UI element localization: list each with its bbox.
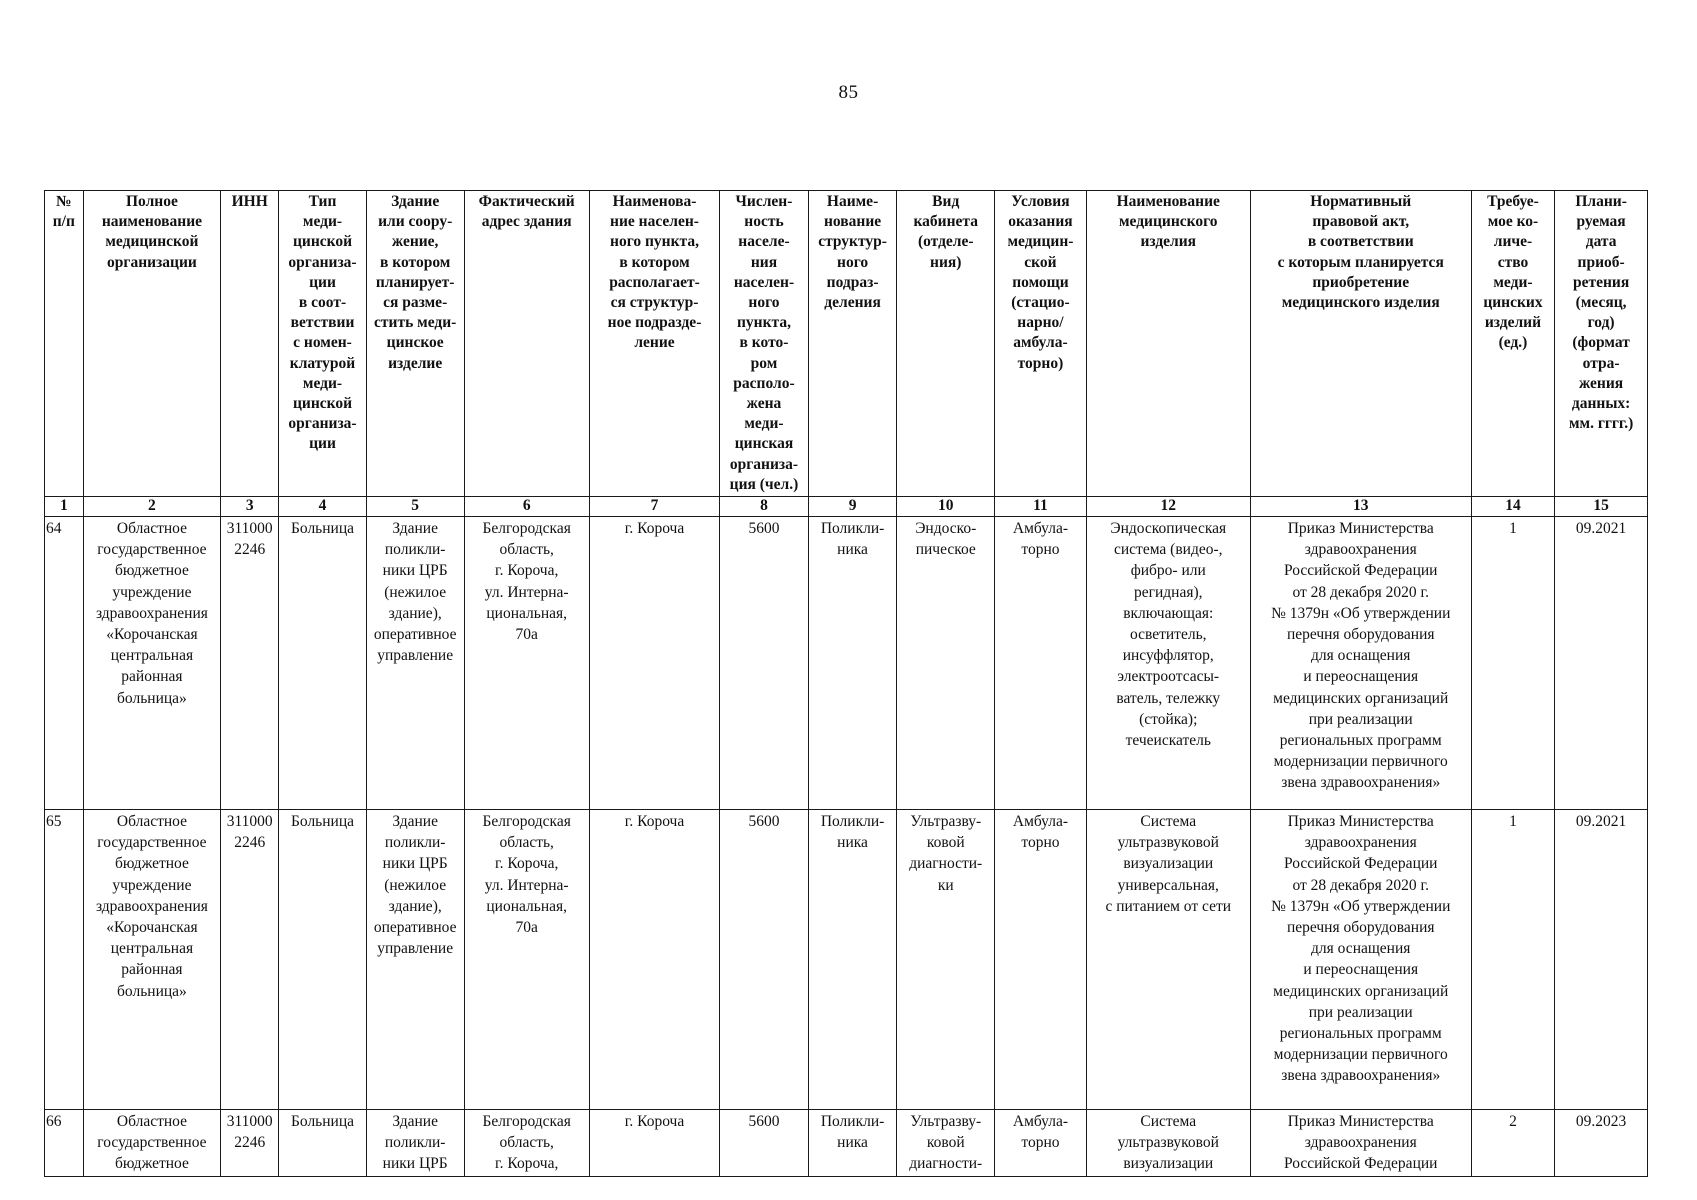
- device-cell: Эндоскопическая система (видео-, фибро- или регидная), включающая: осветитель, инсуффлятор, электроотсасы- ватель, тележку (стойка); течеискатель: [1086, 517, 1250, 810]
- population-cell: 5600: [720, 810, 809, 1110]
- cabinet-cell: Эндоско- пическое: [897, 517, 995, 810]
- column-number: 3: [221, 497, 279, 517]
- header-cell: ИНН: [221, 191, 279, 497]
- conditions-cell: Амбула- торно: [995, 517, 1087, 810]
- column-number: 1: [45, 497, 84, 517]
- quantity-cell: 2: [1471, 1110, 1555, 1177]
- column-number: 6: [464, 497, 589, 517]
- header-cell: Фактический адрес здания: [464, 191, 589, 497]
- locality-cell: г. Короча: [589, 810, 719, 1110]
- quantity-cell: 1: [1471, 517, 1555, 810]
- column-number: 2: [83, 497, 220, 517]
- division-cell: Поликли- ника: [808, 517, 897, 810]
- org-type-cell: Больница: [279, 517, 367, 810]
- equipment-registry-table: [44, 190, 1648, 1177]
- header-cell: Полное наименование медицинской организации: [83, 191, 220, 497]
- header-cell: Условия оказания медицин- ской помощи (стацио- нарно/ амбула- торно): [995, 191, 1087, 497]
- date-cell: 09.2021: [1555, 810, 1648, 1110]
- header-cell: Здание или соору- жение, в котором планирует- ся разме- стить меди- цинское изделие: [366, 191, 464, 497]
- legal-act-cell: Приказ Министерства здравоохранения Российской Федерации от 28 декабря 2020 г. № 1379н «Об утверждении перечня оборудования для оснащения и переоснащения медицинских организаций при реализации региональных программ модернизации первичного звена здравоохранения»: [1250, 810, 1471, 1110]
- table-row: [45, 810, 1648, 1110]
- org-type-cell: Больница: [279, 1110, 367, 1177]
- conditions-cell: Амбула- торно: [995, 1110, 1087, 1177]
- cabinet-cell: Ультразву- ковой диагности- ки: [897, 810, 995, 1110]
- building-cell: Здание поликли- ники ЦРБ (нежилое здание), оперативное управление: [366, 517, 464, 810]
- address-cell: Белгородская область, г. Короча, ул. Интерна- циональная, 70а: [464, 810, 589, 1110]
- inn-cell: 311000 2246: [221, 810, 279, 1110]
- division-cell: Поликли- ника: [808, 1110, 897, 1177]
- page-number: 85: [838, 82, 859, 103]
- org-name-cell: Областное государственное бюджетное учреждение здравоохранения «Корочанская центральная районная больница»: [83, 517, 220, 810]
- device-cell: Система ультразвуковой визуализации: [1086, 1110, 1250, 1177]
- column-number: 8: [720, 497, 809, 517]
- column-number: 7: [589, 497, 719, 517]
- org-name-cell: Областное государственное бюджетное учреждение здравоохранения «Корочанская центральная районная больница»: [83, 810, 220, 1110]
- building-cell: Здание поликли- ники ЦРБ: [366, 1110, 464, 1177]
- building-cell: Здание поликли- ники ЦРБ (нежилое здание), оперативное управление: [366, 810, 464, 1110]
- header-cell: Тип меди- цинской организа- ции в соот- ветствии с номен- клатурой меди- цинской организа- ции: [279, 191, 367, 497]
- table-row: [45, 517, 1648, 810]
- table-header-row: [45, 191, 1648, 497]
- header-cell: Наиме- нование структур- ного подраз- деления: [808, 191, 897, 497]
- header-cell: Нормативный правовой акт, в соответствии с которым планируется приобретение медицинского изделия: [1250, 191, 1471, 497]
- row-number: 66: [45, 1110, 84, 1177]
- column-number-row: [45, 497, 1648, 517]
- column-number: 14: [1471, 497, 1555, 517]
- population-cell: 5600: [720, 517, 809, 810]
- header-cell: Числен- ность населе- ния населен- ного пункта, в кото- ром располо- жена меди- цинская организа- ция (чел.): [720, 191, 809, 497]
- locality-cell: г. Короча: [589, 1110, 719, 1177]
- org-name-cell: Областное государственное бюджетное: [83, 1110, 220, 1177]
- row-number: 65: [45, 810, 84, 1110]
- address-cell: Белгородская область, г. Короча, ул. Интерна- циональная, 70а: [464, 517, 589, 810]
- column-number: 12: [1086, 497, 1250, 517]
- locality-cell: г. Короча: [589, 517, 719, 810]
- table-row: [45, 1110, 1648, 1177]
- legal-act-cell: Приказ Министерства здравоохранения Российской Федерации: [1250, 1110, 1471, 1177]
- column-number: 4: [279, 497, 367, 517]
- header-cell: Плани- руемая дата приоб- ретения (месяц, год) (формат отра- жения данных: мм. гггг.): [1555, 191, 1648, 497]
- population-cell: 5600: [720, 1110, 809, 1177]
- column-number: 9: [808, 497, 897, 517]
- date-cell: 09.2021: [1555, 517, 1648, 810]
- address-cell: Белгородская область, г. Короча,: [464, 1110, 589, 1177]
- header-cell: Вид кабинета (отделе- ния): [897, 191, 995, 497]
- date-cell: 09.2023: [1555, 1110, 1648, 1177]
- quantity-cell: 1: [1471, 810, 1555, 1110]
- conditions-cell: Амбула- торно: [995, 810, 1087, 1110]
- org-type-cell: Больница: [279, 810, 367, 1110]
- column-number: 11: [995, 497, 1087, 517]
- column-number: 10: [897, 497, 995, 517]
- column-number: 15: [1555, 497, 1648, 517]
- header-cell: № п/п: [45, 191, 84, 497]
- cabinet-cell: Ультразву- ковой диагности-: [897, 1110, 995, 1177]
- inn-cell: 311000 2246: [221, 517, 279, 810]
- column-number: 13: [1250, 497, 1471, 517]
- header-cell: Требуе- мое ко- личе- ство меди- цинских изделий (ед.): [1471, 191, 1555, 497]
- header-cell: Наименова- ние населен- ного пункта, в котором располагает- ся структур- ное подразде- ление: [589, 191, 719, 497]
- inn-cell: 311000 2246: [221, 1110, 279, 1177]
- header-cell: Наименование медицинского изделия: [1086, 191, 1250, 497]
- row-number: 64: [45, 517, 84, 810]
- division-cell: Поликли- ника: [808, 810, 897, 1110]
- device-cell: Система ультразвуковой визуализации универсальная, с питанием от сети: [1086, 810, 1250, 1110]
- legal-act-cell: Приказ Министерства здравоохранения Российской Федерации от 28 декабря 2020 г. № 1379н «Об утверждении перечня оборудования для оснащения и переоснащения медицинских организаций при реализации региональных программ модернизации первичного звена здравоохранения»: [1250, 517, 1471, 810]
- column-number: 5: [366, 497, 464, 517]
